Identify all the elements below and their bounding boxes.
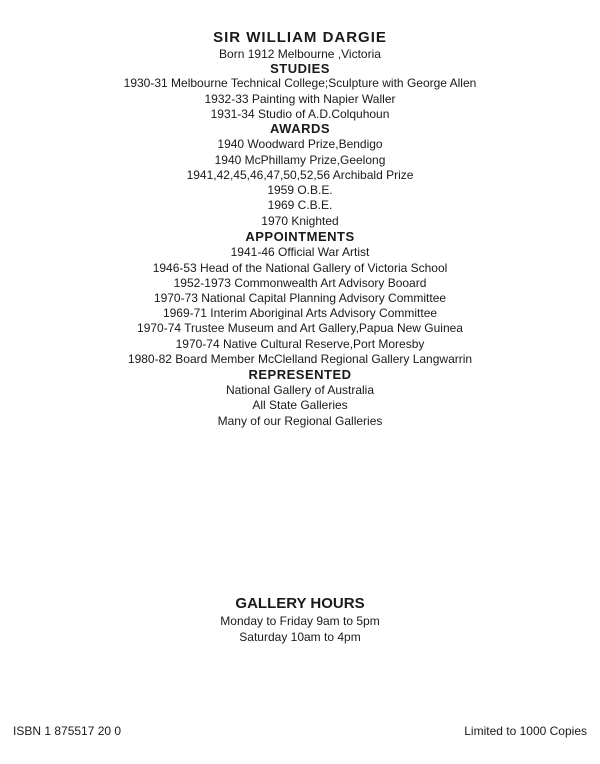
represented-item: All State Galleries: [252, 398, 348, 412]
award-item: 1941,42,45,46,47,50,52,56 Archibald Prize: [186, 168, 414, 182]
award-item: 1940 McPhillamy Prize,Geelong: [214, 153, 386, 167]
gallery-hours-item: Saturday 10am to 4pm: [239, 630, 361, 644]
isbn-number: ISBN 1 875517 20 0: [13, 724, 122, 738]
appointment-item: 1946-53 Head of the National Gallery of Victoria School: [152, 261, 448, 275]
represented-item: Many of our Regional Galleries: [217, 414, 383, 428]
award-item: 1970 Knighted: [261, 214, 339, 228]
represented-heading: REPRESENTED: [248, 367, 352, 382]
gallery-hours-heading: GALLERY HOURS: [235, 595, 365, 612]
appointment-item: 1970-74 Trustee Museum and Art Gallery,Papua New Guinea: [137, 321, 463, 335]
artist-name: SIR WILLIAM DARGIE: [213, 29, 387, 46]
study-item: 1932-33 Painting with Napier Waller: [204, 92, 396, 106]
appointment-item: 1970-73 National Capital Planning Advisory Committee: [153, 291, 447, 305]
birth-info: Born 1912 Melbourne ,Victoria: [219, 47, 381, 61]
study-item: 1930-31 Melbourne Technical College;Sculpture with George Allen: [123, 76, 477, 90]
appointment-item: 1980-82 Board Member McClelland Regional Gallery Langwarrin: [127, 352, 473, 366]
edition-limit: Limited to 1000 Copies: [464, 724, 587, 738]
award-item: 1959 O.B.E.: [267, 183, 333, 197]
studies-heading: STUDIES: [270, 61, 330, 76]
appointments-heading: APPOINTMENTS: [245, 229, 355, 244]
award-item: 1940 Woodward Prize,Bendigo: [217, 137, 383, 151]
awards-heading: AWARDS: [269, 121, 331, 136]
represented-item: National Gallery of Australia: [225, 383, 375, 397]
appointment-item: 1970-74 Native Cultural Reserve,Port Moresby: [175, 337, 425, 351]
award-item: 1969 C.B.E.: [267, 198, 333, 212]
appointment-item: 1952-1973 Commonwealth Art Advisory Booard: [173, 276, 427, 290]
appointment-item: 1969-71 Interim Aboriginal Arts Advisory Committee: [162, 306, 438, 320]
appointment-item: 1941-46 Official War Artist: [230, 245, 370, 259]
study-item: 1931-34 Studio of A.D.Colquhoun: [210, 107, 390, 121]
gallery-hours-item: Monday to Friday 9am to 5pm: [220, 614, 380, 628]
